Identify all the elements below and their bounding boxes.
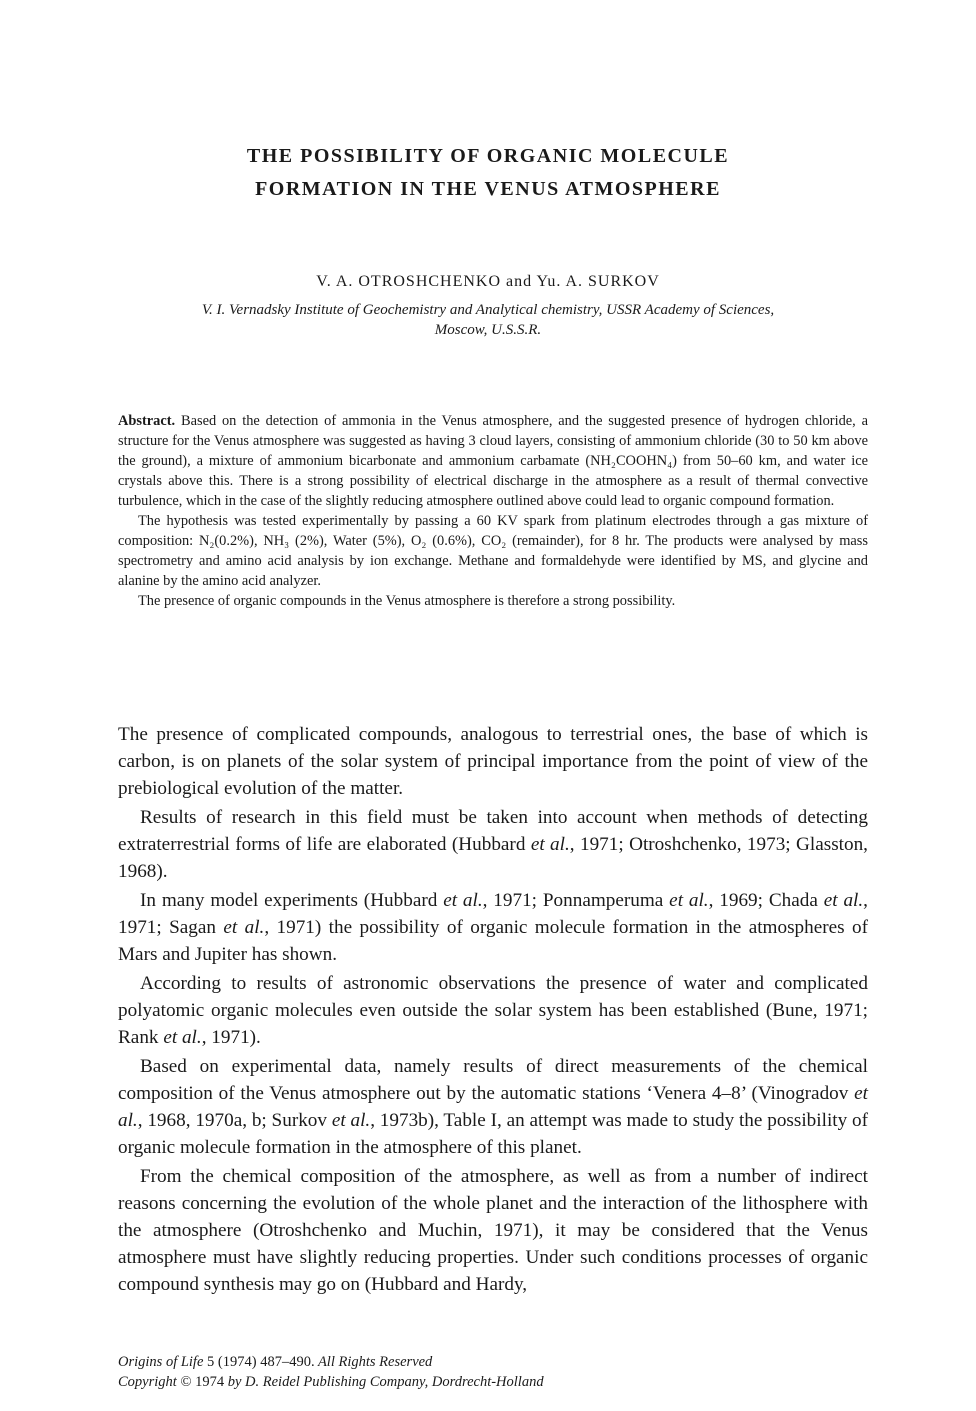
et-al: et al. bbox=[669, 890, 709, 911]
abstract-paragraph-1 bbox=[118, 411, 868, 511]
footer-copyright bbox=[118, 1372, 868, 1392]
body-paragraph-2 bbox=[118, 804, 868, 885]
publisher: by D. Reidel Publishing Company, Dordrecht-Holland bbox=[227, 1374, 544, 1390]
footer-citation bbox=[118, 1352, 868, 1372]
journal-pages: (1974) 487–490. bbox=[217, 1354, 315, 1370]
text-run: Results of research in this field must be taken into account when methods of detecting extraterrestrial forms of life are elaborated (Hubbard bbox=[118, 807, 868, 855]
text-run: According to results of astronomic observations the presence of water and complicated polyatomic organic molecules even outside the solar system has been established (Bune, 1971; Rank bbox=[118, 973, 868, 1048]
footer bbox=[118, 1352, 868, 1392]
body-paragraph-5 bbox=[118, 1053, 868, 1161]
copyright-year: 1974 bbox=[195, 1374, 225, 1390]
et-al: et al. bbox=[530, 834, 570, 855]
abstract-paragraph-2: The hypothesis was tested experimentally by passing a 60 KV spark from platinum electrodes through a gas mixture of composition: N₂(0.2%), NH₃ (2%), Water (5%), O₂ (0.6%), CO₂ (remainder), for 8 hr. The products were analysed by mass spectrometry and amino acid analysis by ion exchange. Methane and formaldehyde were identified by MS, and glycine and alanine by the amino acid analyzer. bbox=[118, 513, 868, 589]
title-line-1: THE POSSIBILITY OF ORGANIC MOLECULE bbox=[246, 145, 730, 167]
text-run: , 1971; Ponnamperuma bbox=[482, 890, 670, 911]
text-run: In many model experiments (Hubbard bbox=[140, 890, 444, 911]
copyright-label: Copyright bbox=[118, 1374, 177, 1390]
copyright-symbol: © bbox=[180, 1374, 192, 1390]
body-paragraph-4 bbox=[118, 970, 868, 1051]
text-run: , 1971) the possibility of organic molecule formation in the atmospheres of Mars and Jupiter has shown. bbox=[118, 917, 868, 965]
et-al: et al. bbox=[823, 890, 864, 911]
rights-text: All Rights Reserved bbox=[317, 1354, 433, 1370]
text-run: , 1971). bbox=[201, 1027, 261, 1048]
abstract-paragraph-3: The presence of organic compounds in the Venus atmosphere is therefore a strong possibility. bbox=[138, 593, 676, 609]
text-run: , 1971; Otroshchenko, 1973; Glasston, 1968). bbox=[118, 834, 868, 882]
text-run: , 1968, 1970a, b; Surkov bbox=[137, 1110, 332, 1131]
text-run: , 1969; Chada bbox=[708, 890, 824, 911]
et-al: et al. bbox=[443, 890, 483, 911]
et-al: et al. bbox=[163, 1027, 202, 1048]
authors: V. A. OTROSHCHENKO and Yu. A. SURKOV bbox=[316, 273, 660, 290]
text-run: Based on experimental data, namely results of direct measurements of the chemical composition of the Venus atmosphere out by the automatic stations ‘Venera 4–8’ (Vinogradov bbox=[118, 1056, 868, 1104]
paper-title bbox=[0, 140, 976, 206]
abstract-label: Abstract. bbox=[118, 413, 176, 429]
title-line-2: FORMATION IN THE VENUS ATMOSPHERE bbox=[255, 178, 721, 200]
affiliation bbox=[100, 300, 876, 340]
abstract-text-1: Based on the detection of ammonia in the Venus atmosphere, and the suggested presence of hydrogen chloride, a structure for the Venus atmosphere was suggested as having 3 cloud layers, consisting of ammonium chloride (30 to 50 km above the ground), a mixture of ammonium bicarbonate and ammonium carbamate (NH₂COOHN₄) from 50–60 km, and water ice crystals above this. There is a strong possibility of electrical discharge in the atmosphere as a result of thermal convective turbulence, which in the case of the slightly reducing atmosphere outlined above could lead to organic compound formation. bbox=[118, 413, 868, 509]
et-al: et al. bbox=[331, 1110, 371, 1131]
body-paragraph-1: The presence of complicated compounds, analogous to terrestrial ones, the base of which is carbon, is on planets of the solar system of principal importance from the point of view of the prebiological evolution of the matter. bbox=[118, 724, 868, 799]
body-text bbox=[118, 721, 868, 1300]
body-paragraph-6: From the chemical composition of the atmosphere, as well as from a number of indirect reasons concerning the evolution of the whole planet and the interaction of the lithosphere with the atmosphere (Otroshchenko and Muchin, 1971), it may be considered that the Venus atmosphere must have slightly reducing properties. Under such conditions processes of organic compound synthesis may go on (Hubbard and Hardy, bbox=[118, 1166, 868, 1295]
abstract bbox=[118, 411, 868, 611]
body-paragraph-3 bbox=[118, 887, 868, 968]
text-run: , 1973b), Table I, an attempt was made to study the possibility of organic molecule formation in the atmosphere of this planet. bbox=[118, 1110, 868, 1158]
journal-volume: 5 bbox=[207, 1354, 215, 1370]
text-run: , 1971; Sagan bbox=[118, 890, 868, 938]
et-al: et al. bbox=[118, 1083, 868, 1131]
affiliation-line-1: V. I. Vernadsky Institute of Geochemistry and Analytical chemistry, USSR Academy of Sciences, bbox=[201, 302, 775, 318]
journal-name: Origins of Life bbox=[118, 1354, 204, 1370]
et-al: et al. bbox=[223, 917, 265, 938]
affiliation-line-2: Moscow, U.S.S.R. bbox=[434, 322, 542, 338]
